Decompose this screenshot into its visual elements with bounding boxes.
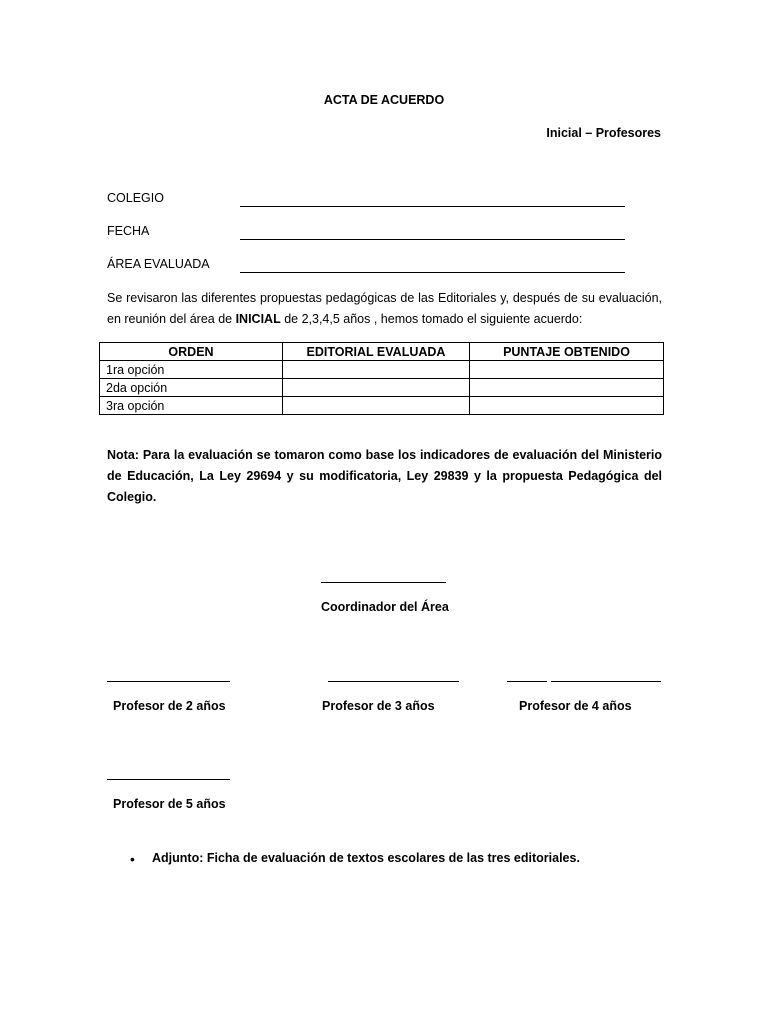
field-label-area: ÁREA EVALUADA <box>107 257 210 271</box>
signature-line-teacher-4a[interactable] <box>507 680 547 682</box>
table-row <box>100 397 664 415</box>
table-row <box>100 361 664 379</box>
signature-line-teacher-3[interactable] <box>328 680 459 682</box>
field-label-colegio: COLEGIO <box>107 191 164 205</box>
intro-text-2: de 2,3,4,5 años , hemos tomado el siguiente acuerdo: <box>280 312 583 326</box>
table-cell-order: 2da opción <box>100 379 283 397</box>
header-puntaje: PUNTAJE OBTENIDO <box>470 343 664 361</box>
table-cell-score[interactable] <box>470 379 664 397</box>
intro-bold: INICIAL <box>235 312 281 326</box>
bullet-icon: • <box>130 851 135 867</box>
field-line-colegio[interactable] <box>240 192 625 207</box>
table-header-row <box>100 343 664 361</box>
signature-label-teacher-5: Profesor de 5 años <box>113 797 226 811</box>
table-cell-order: 3ra opción <box>100 397 283 415</box>
signature-label-coordinator: Coordinador del Área <box>321 600 449 614</box>
attachment-text: Adjunto: Ficha de evaluación de textos escolares de las tres editoriales. <box>152 851 580 865</box>
header-editorial: EDITORIAL EVALUADA <box>283 343 470 361</box>
note-paragraph: Nota: Para la evaluación se tomaron como base los indicadores de evaluación del Ministerio de Educación, La Ley 29694 y su modificatoria, Ley 29839 y la propuesta Pedagógica del Colegio. <box>107 448 662 504</box>
field-line-fecha[interactable] <box>240 225 625 240</box>
signature-label-teacher-4: Profesor de 4 años <box>519 699 632 713</box>
signature-line-teacher-5[interactable] <box>107 778 230 780</box>
signature-label-teacher-2: Profesor de 2 años <box>113 699 226 713</box>
signature-label-teacher-3: Profesor de 3 años <box>322 699 435 713</box>
signature-line-coordinator[interactable] <box>321 581 446 583</box>
table-row <box>100 379 664 397</box>
signature-line-teacher-4b[interactable] <box>551 680 661 682</box>
intro-paragraph <box>107 288 662 330</box>
table-cell-editorial[interactable] <box>283 379 470 397</box>
intro-text-1: Se revisaron las diferentes propuestas pedagógicas de las Editoriales y, después de su evaluación, en reunión del área de <box>107 291 662 326</box>
signature-line-teacher-2[interactable] <box>107 680 230 682</box>
header-orden: ORDEN <box>100 343 283 361</box>
document-title: ACTA DE ACUERDO <box>323 93 445 107</box>
field-label-fecha: FECHA <box>107 224 150 238</box>
table-cell-score[interactable] <box>470 397 664 415</box>
agreement-table <box>99 342 664 415</box>
document-subtitle: Inicial – Profesores <box>546 126 661 140</box>
table-cell-score[interactable] <box>470 361 664 379</box>
table-cell-editorial[interactable] <box>283 397 470 415</box>
table-cell-editorial[interactable] <box>283 361 470 379</box>
table-cell-order: 1ra opción <box>100 361 283 379</box>
field-line-area[interactable] <box>240 258 625 273</box>
